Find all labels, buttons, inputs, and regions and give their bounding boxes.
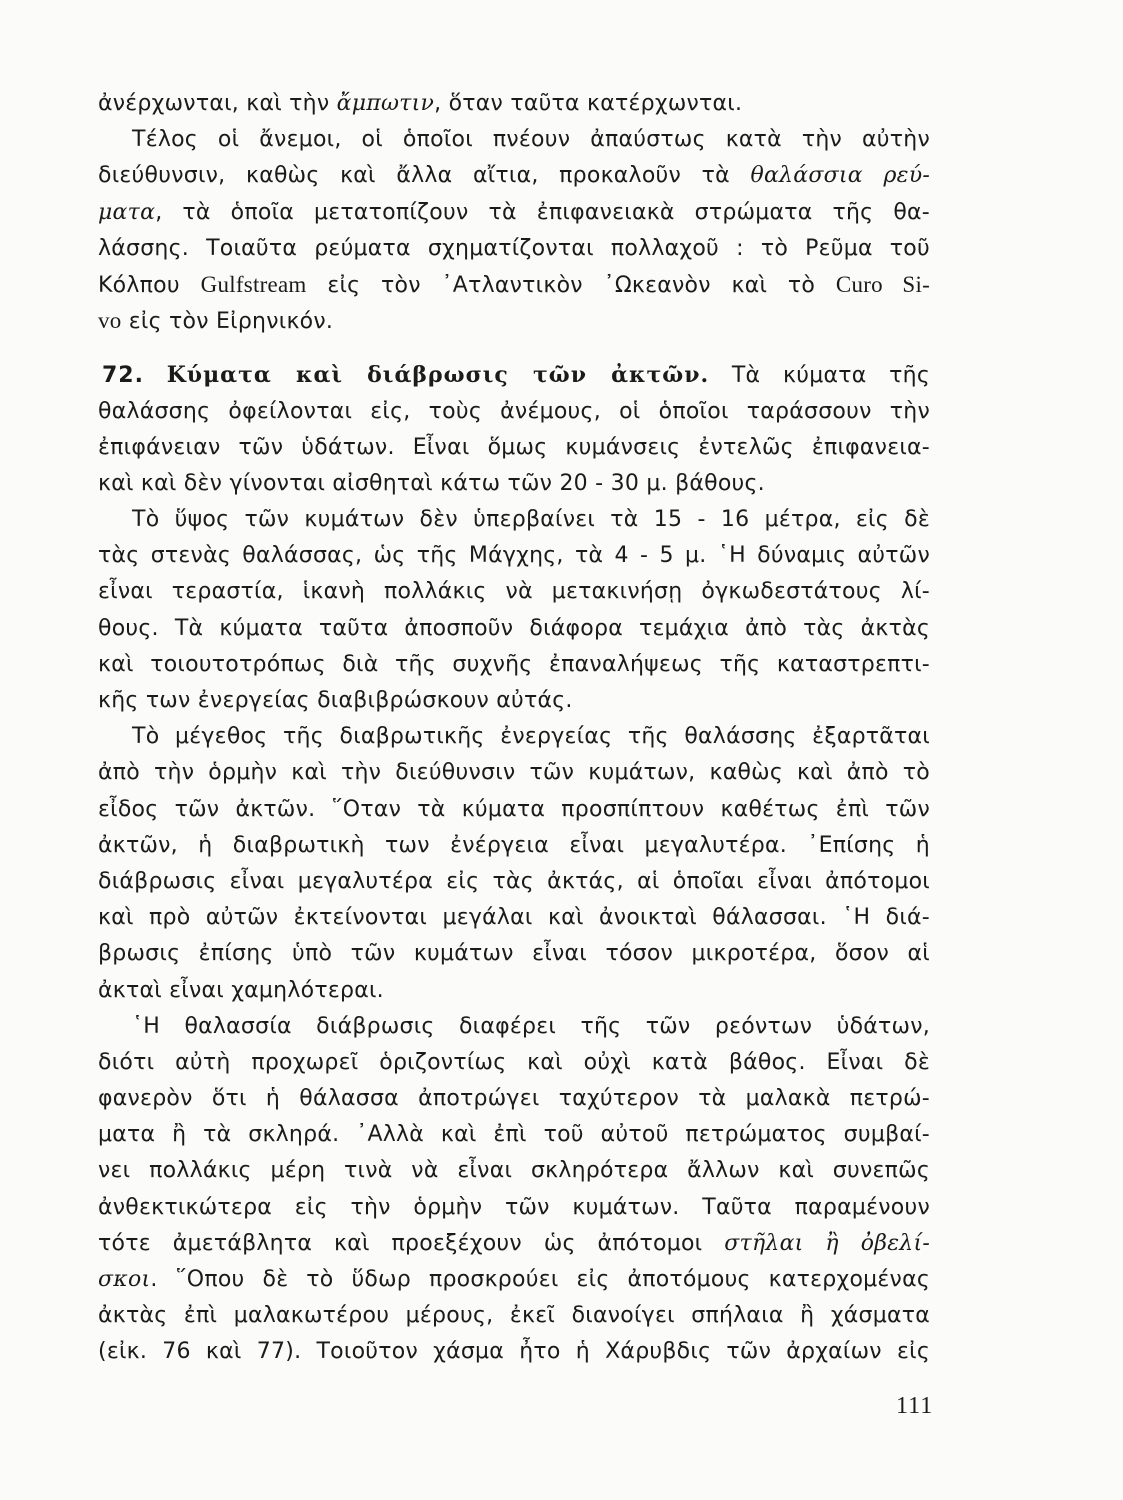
latin-term: Gulfstream <box>200 271 307 297</box>
page-number: 111 <box>896 1393 934 1419</box>
text-line <box>98 1226 930 1262</box>
text-line <box>98 267 930 303</box>
section-number: 72. <box>102 363 144 389</box>
text-span: . ῞Οπου δὲ τὸ ὕδωρ προσκρούει εἰς ἀποτόμους κατερχομένας <box>150 1267 930 1292</box>
text-line: διότι αὐτὴ προχωρεῖ ὁριζοντίως καὶ οὐχὶ κατὰ βάθος. Εἶναι δὲ <box>98 1049 930 1075</box>
text-span: ἀνέρχωνται, καὶ τὴν <box>98 91 337 116</box>
text-line: θαλάσσης ὀφείλονται εἰς, τοὺς ἀνέμους, οἱ ὁποῖοι ταράσσουν τὴν <box>98 398 930 424</box>
italic-term: θαλάσσια ρεύ- <box>750 163 930 189</box>
text-line: νει πολλάκις μέρη τινὰ νὰ εἶναι σκληρότερα ἄλλων καὶ συνεπῶς <box>98 1158 930 1184</box>
section-heading-line <box>98 357 930 393</box>
text-line: ἀνθεκτικώτερα εἰς τὴν ὁρμὴν τῶν κυμάτων. Ταῦτα παραμένουν <box>98 1194 930 1220</box>
body-text <box>98 86 930 1371</box>
section-gap <box>98 339 930 357</box>
italic-term: σκοι <box>98 1267 151 1292</box>
text-span: εἰς τὸν ᾿Ατλαντικὸν ᾿Ωκεανὸν καὶ τὸ <box>306 272 836 298</box>
text-line: φανερὸν ὅτι ἡ θάλασσα ἀποτρώγει ταχύτερον τὰ μαλακὰ πετρώ- <box>98 1086 930 1112</box>
latin-term: Curo Si- <box>835 271 931 297</box>
text-span: τότε ἀμετάβλητα καὶ προεξέχουν ὡς ἀπότομοι <box>98 1230 725 1256</box>
text-line: (εἰκ. 76 καὶ 77). Τοιοῦτον χάσμα ἦτο ἡ Χάρυβδις τῶν ἀρχαίων εἰς <box>98 1339 930 1365</box>
text-line: ἀκτὰς ἐπὶ μαλακωτέρου μέρους, ἐκεῖ διανοίγει σπήλαια ἢ χάσματα <box>98 1303 930 1329</box>
text-line <box>98 1262 930 1298</box>
latin-term: vo <box>98 308 122 334</box>
italic-term: ἄμπωτιν <box>336 91 435 116</box>
text-line: ἐπιφάνειαν τῶν ὑδάτων. Εἶναι ὅμως κυμάνσεις ἐντελῶς ἐπιφανεια- <box>98 434 930 460</box>
italic-term: στῆλαι ἢ ὀβελί- <box>724 1230 931 1256</box>
text-line: εἶδος τῶν ἀκτῶν. ῞Οταν τὰ κύματα προσπίπτουν καθέτως ἐπὶ τῶν <box>98 796 930 822</box>
text-line <box>98 86 930 122</box>
text-line: Τὸ μέγεθος τῆς διαβρωτικῆς ἐνεργείας τῆς θαλάσσης ἐξαρτᾶται <box>132 724 930 750</box>
text-line: λάσσης. Τοιαῦτα ρεύματα σχηματίζονται πολλαχοῦ : τὸ Ρεῦμα τοῦ <box>98 235 930 261</box>
text-line: ματα ἢ τὰ σκληρά. ᾿Αλλὰ καὶ ἐπὶ τοῦ αὐτοῦ πετρώματος συμβαί- <box>98 1122 930 1148</box>
text-span: , ὅταν ταῦτα κατέρχωνται. <box>434 91 743 116</box>
text-line <box>98 195 930 231</box>
text-span: Τὰ κύματα τῆς <box>709 363 930 389</box>
text-line: διάβρωσις εἶναι μεγαλυτέρα εἰς τὰς ἀκτάς, αἱ ὁποῖαι εἶναι ἀπότομοι <box>98 868 930 894</box>
text-line: ῾Η θαλασσία διάβρωσις διαφέρει τῆς τῶν ρεόντων ὑδάτων, <box>132 1013 930 1039</box>
italic-term: ματα <box>98 199 156 225</box>
text-line: θους. Τὰ κύματα ταῦτα ἀποσποῦν διάφορα τεμάχια ἀπὸ τὰς ἀκτὰς <box>98 615 930 641</box>
text-line: ἀκταὶ εἶναι χαμηλότεραι. <box>98 977 384 1003</box>
text-line: καὶ πρὸ αὐτῶν ἐκτείνονται μεγάλαι καὶ ἀνοικταὶ θάλασσαι. ῾Η διά- <box>98 905 930 931</box>
text-span: εἰς τὸν Εἰρηνικόν. <box>121 309 334 335</box>
text-line: τὰς στενὰς θαλάσσας, ὡς τῆς Μάγχης, τὰ 4 - 5 μ. ῾Η δύναμις αὐτῶν <box>98 543 930 569</box>
section-title: Κύματα καὶ διάβρωσις τῶν ἀκτῶν. <box>166 362 710 389</box>
text-line: εἶναι τεραστία, ἱκανὴ πολλάκις νὰ μετακινήσῃ ὀγκωδεστάτους λί- <box>98 579 930 605</box>
text-line: καὶ τοιουτοτρόπως διὰ τῆς συχνῆς ἐπαναλήψεως τῆς καταστρεπτι- <box>98 651 930 677</box>
text-span: , τὰ ὁποῖα μετατοπίζουν τὰ ἐπιφανειακὰ στρώματα τῆς θα- <box>155 199 930 225</box>
text-span: διεύθυνσιν, καθὼς καὶ ἄλλα αἴτια, προκαλοῦν τὰ <box>98 163 751 189</box>
text-line: καὶ καὶ δὲν γίνονται αἰσθηταὶ κάτω τῶν 20 - 30 μ. βάθους. <box>98 470 765 496</box>
text-line: βρωσις ἐπίσης ὑπὸ τῶν κυμάτων εἶναι τόσον μικροτέρα, ὅσον αἱ <box>98 941 930 967</box>
text-line <box>98 158 930 194</box>
text-line: Τὸ ὕψος τῶν κυμάτων δὲν ὑπερβαίνει τὰ 15 - 16 μέτρα, εἰς δὲ <box>132 507 930 533</box>
text-span: Κόλπου <box>98 272 201 298</box>
text-line: ἀπὸ τὴν ὁρμὴν καὶ τὴν διεύθυνσιν τῶν κυμάτων, καθὼς καὶ ἀπὸ τὸ <box>98 760 930 786</box>
text-line: κῆς των ἐνεργείας διαβιβρώσκουν αὐτάς. <box>98 688 573 713</box>
text-line <box>98 303 930 339</box>
text-line: ἀκτῶν, ἡ διαβρωτικὴ των ἐνέργεια εἶναι μεγαλυτέρα. ᾿Επίσης ἡ <box>98 832 930 858</box>
text-line: Τέλος οἱ ἄνεμοι, οἱ ὁποῖοι πνέουν ἀπαύστως κατὰ τὴν αὐτὴν <box>132 127 930 153</box>
